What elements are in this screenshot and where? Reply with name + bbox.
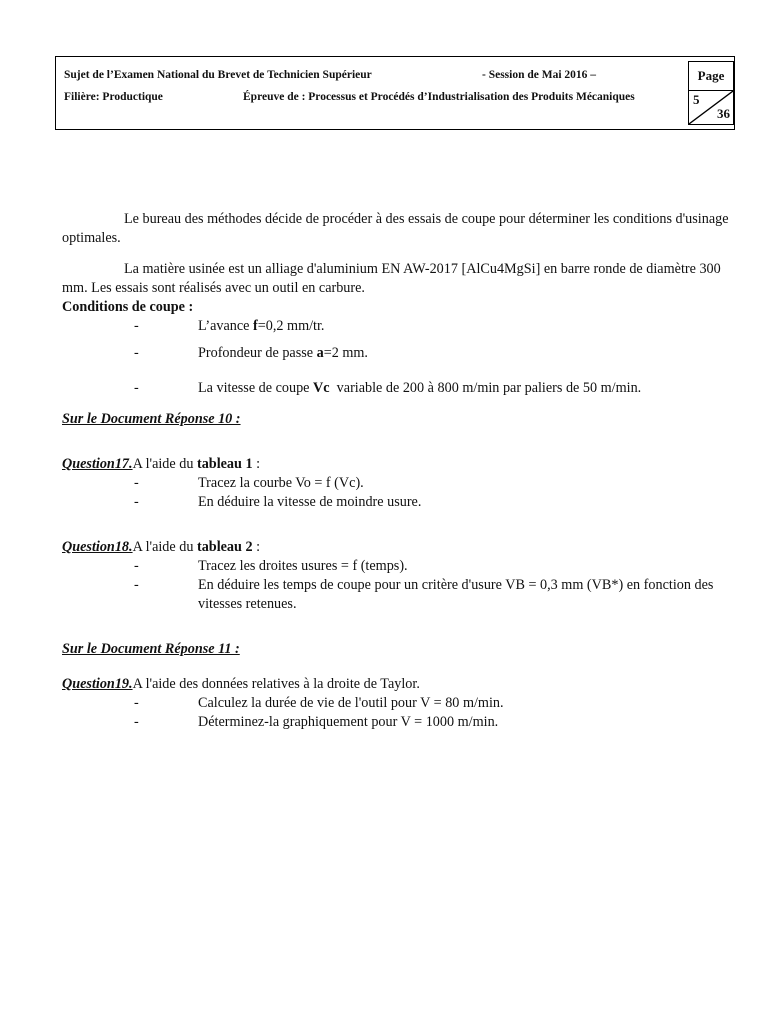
q17-item-1: - Tracez la courbe Vo = f (Vc). <box>134 475 364 491</box>
q18-item-1: - Tracez les droites usures = f (temps). <box>134 558 408 574</box>
exam-body <box>62 210 734 732</box>
section-document-10: Sur le Document Réponse 10 : <box>62 411 241 427</box>
page-label: Page <box>697 68 725 83</box>
exam-session: - Session de Mai 2016 – <box>482 69 597 81</box>
question-19: Question19.A l'aide des données relatives à la droite de Taylor. <box>62 676 420 692</box>
intro-paragraph-1: Le bureau des méthodes décide de procéder à des essais de coupe pour déterminer les conditions d'usinage optimales. <box>62 211 729 246</box>
question-18: Question18.A l'aide du tableau 2 : <box>62 539 261 555</box>
q17-item-2: - En déduire la vitesse de moindre usure. <box>134 494 422 510</box>
exam-header <box>55 56 735 130</box>
exam-title: Sujet de l’Examen National du Brevet de Technicien Supérieur <box>64 69 372 81</box>
page-number-box <box>688 61 734 125</box>
condition-depth: - Profondeur de passe a=2 mm. <box>134 345 368 361</box>
exam-epreuve: Épreuve de : Processus et Procédés d’Industrialisation des Produits Mécaniques <box>243 91 635 103</box>
condition-feed: - L’avance f=0,2 mm/tr. <box>134 318 325 334</box>
q19-item-1: - Calculez la durée de vie de l'outil pour V = 80 m/min. <box>134 695 504 711</box>
q19-item-2: - Déterminez-la graphiquement pour V = 1000 m/min. <box>134 714 499 730</box>
condition-speed: - La vitesse de coupe Vc variable de 200 à 800 m/min par paliers de 50 m/min. <box>134 380 642 396</box>
q18-item-2: - En déduire les temps de coupe pour un critère d'usure VB = 0,3 mm (VB*) en fonction des vitesses retenues. <box>134 577 714 612</box>
exam-filiere: Filière: Productique <box>64 91 163 103</box>
question-17: Question17.A l'aide du tableau 1 : <box>62 456 261 472</box>
page-total: 36 <box>717 106 730 121</box>
page-number: 5 <box>693 92 700 107</box>
page-fraction <box>689 90 733 124</box>
conditions-title: Conditions de coupe : <box>62 299 194 315</box>
section-document-11: Sur le Document Réponse 11 : <box>62 641 240 657</box>
intro-paragraph-2: La matière usinée est un alliage d'aluminium EN AW-2017 [AlCu4MgSi] en barre ronde de diamètre 300 mm. Les essais sont réalisés avec un outil en carbure. <box>62 261 721 296</box>
